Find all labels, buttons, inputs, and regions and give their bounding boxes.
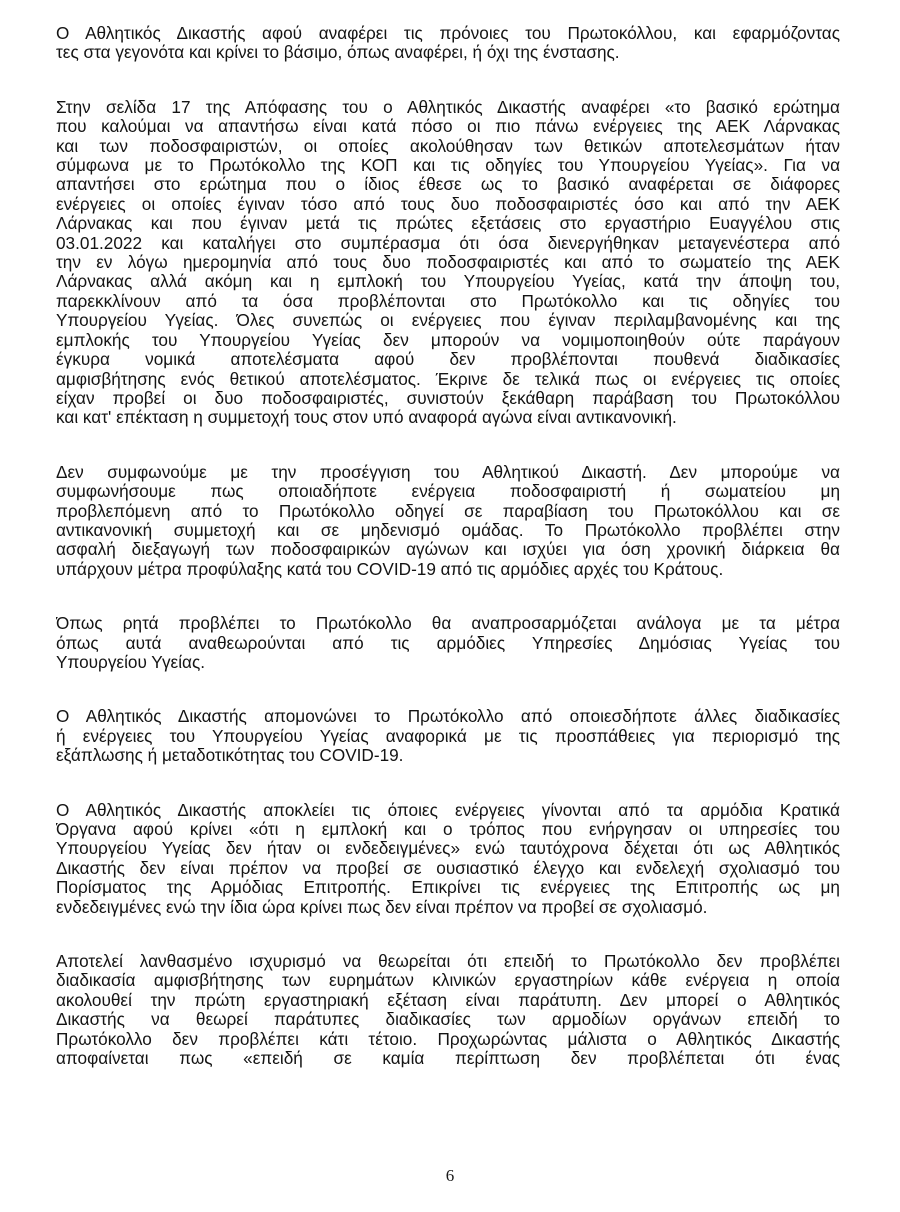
text-line: την εν λόγω ημερομηνία από τους δυο ποδοσφαιριστές και από το σωματείο της ΑΕΚ <box>56 253 840 273</box>
text-line: Ο Αθλητικός Δικαστής απομονώνει το Πρωτόκολλο από οποιεσδήποτε άλλες διαδικασίες <box>56 707 840 727</box>
text-line: απαντήσει στο ερώτημα που ο ίδιος έθεσε ως το βασικό αναφέρεται σε διάφορες <box>56 175 840 195</box>
text-line: Ο Αθλητικός Δικαστής αφού αναφέρει τις πρόνοιες του Πρωτοκόλλου, και εφαρμόζοντας <box>56 24 840 43</box>
text-line: και κατ' επέκταση η συμμετοχή τους στον υπό αναφορά αγώνα είναι αντικανονική. <box>56 408 677 428</box>
text-line: αμφισβήτησης ενός θετικού αποτελέσματος. Έκρινε δε τελικά πως οι ενέργειες τις οποίες <box>56 369 840 389</box>
text-line: Όπως ρητά προβλέπει το Πρωτόκολλο θα αναπροσαρμόζεται ανάλογα με τα μέτρα <box>56 614 840 634</box>
text-line: Πορίσματος της Αρμόδιας Επιτροπής. Επικρίνει τις ενέργειες της Επιτροπής ως μη <box>56 878 840 898</box>
text-line: Αποτελεί λανθασμένο ισχυρισμό να θεωρείται ότι επειδή το Πρωτόκολλο δεν προβλέπει <box>56 952 840 972</box>
text-line: παρεκκλίνουν από τα όσα προβλέπονται στο Πρωτόκολλο και τις οδηγίες του <box>56 291 840 311</box>
text-line: ενέργειες οι οποίες έγιναν τόσο από τους δυο ποδοσφαιριστές όσο και από την ΑΕΚ <box>56 194 840 214</box>
text-line: Δικαστής να θεωρεί παράτυπες διαδικασίες των αρμοδίων οργάνων επειδή το <box>56 1010 840 1030</box>
document-body <box>56 24 840 1103</box>
text-line: Πρωτόκολλο δεν προβλέπει κάτι τέτοιο. Προχωρώντας μάλιστα ο Αθλητικός Δικαστής <box>56 1029 840 1049</box>
text-line: Όργανα αφού κρίνει «ότι η εμπλοκή και ο τρόπος που ενήργησαν οι υπηρεσίες του <box>56 820 840 839</box>
text-line: έγκυρα νομικά αποτελέσματα αφού δεν προβλέπονται πουθενά διαδικασίες <box>56 350 840 370</box>
text-line: ασφαλή διεξαγωγή των ποδοσφαιρικών αγώνων και ισχύει για όση χρονική διάρκεια θα <box>56 540 840 560</box>
paragraph <box>56 98 840 428</box>
text-line: και των ποδοσφαιριστών, οι οποίες ακολούθησαν των θετικών αποτελεσμάτων ήταν <box>56 136 840 156</box>
text-line: που καλούμαι να απαντήσω είναι κατά πόσο οι πιο πάνω ενέργειες της ΑΕΚ Λάρνακας <box>56 117 840 137</box>
text-line: διαδικασία αμφισβήτησης των ευρημάτων κλινικών εργαστηρίων κάθε ενέργεια η οποία <box>56 971 840 991</box>
text-line: εξάπλωσης ή μεταδοτικότητας του COVID-19. <box>56 746 404 766</box>
text-line: ακολουθεί την πρώτη εργαστηριακή εξέταση είναι παράτυπη. Δεν μπορεί ο Αθλητικός <box>56 990 840 1010</box>
paragraph <box>56 463 840 579</box>
text-line: Υπουργείου Υγείας. Όλες συνεπώς οι ενέργειες που έγιναν περιλαμβανομένης και της <box>56 311 840 331</box>
text-line: ή ενέργειες του Υπουργείου Υγείας αναφορικά με τις προσπάθειες για περιορισμό της <box>56 726 840 746</box>
text-line: Στην σελίδα 17 της Απόφασης του ο Αθλητικός Δικαστής αναφέρει «το βασικό ερώτημα <box>56 97 840 117</box>
text-line: Υπουργείου Υγείας δεν ήταν οι ενδεδειγμένες» ενώ ταυτόχρονα δέχεται ότι ως Αθλητικός <box>56 839 840 859</box>
text-line: Λάρνακας αλλά ακόμη και η εμπλοκή του Υπουργείου Υγείας, κατά την άποψη του, <box>56 272 840 292</box>
text-line: ενδεδειγμένες ενώ την ίδια ώρα κρίνει πως δεν είναι πρέπον να προβεί σε σχολιασμό. <box>56 897 708 917</box>
text-line: τες στα γεγονότα και κρίνει το βάσιμο, όπως αναφέρει, ή όχι της ένστασης. <box>56 43 620 63</box>
text-line: συμφωνήσουμε πως οποιαδήποτε ενέργεια ποδοσφαιριστή ή σωματείου μη <box>56 482 840 502</box>
paragraph <box>56 952 840 1068</box>
paragraph <box>56 707 840 765</box>
text-line: Δεν συμφωνούμε με την προσέγγιση του Αθλητικού Δικαστή. Δεν μπορούμε να <box>56 462 840 482</box>
text-line: είχαν προβεί οι δυο ποδοσφαιριστές, συνιστούν ξεκάθαρη παράβαση του Πρωτοκόλλου <box>56 388 840 408</box>
text-line: Λάρνακας και που έγιναν μετά τις πρώτες εξετάσεις στο εργαστήριο Ευαγγέλου στις <box>56 214 840 234</box>
text-line: αποφαίνεται πως «επειδή σε καμία περίπτωση δεν προβλέπεται ότι ένας <box>56 1049 840 1069</box>
text-line: Ο Αθλητικός Δικαστής αποκλείει τις όποιες ενέργειες γίνονται από τα αρμόδια Κρατικά <box>56 800 840 820</box>
paragraph <box>56 614 840 672</box>
text-line: υπάρχουν μέτρα προφύλαξης κατά του COVID-19 από τις αρμόδιες αρχές του Κράτους. <box>56 559 724 579</box>
text-line: εμπλοκής του Υπουργείου Υγείας δεν μπορούν να νομιμοποιηθούν ούτε παράγουν <box>56 330 840 350</box>
text-line: προβλεπόμενη από το Πρωτόκολλο οδηγεί σε παραβίαση του Πρωτοκόλλου και σε <box>56 501 840 521</box>
page-number: 6 <box>445 1166 455 1185</box>
text-line: αντικανονική συμμετοχή και σε μηδενισμό ομάδας. Το Πρωτόκολλο προβλέπει στην <box>56 520 840 540</box>
text-line: 03.01.2022 και καταλήγει στο συμπέρασμα ότι όσα διενεργήθηκαν μεταγενέστερα από <box>56 233 840 253</box>
paragraph <box>56 24 840 63</box>
text-line: Δικαστής δεν είναι πρέπον να προβεί σε ουσιαστικό έλεγχο και ενδελεχή σχολιασμό του <box>56 858 840 878</box>
text-line: Υπουργείου Υγείας. <box>56 652 206 672</box>
paragraph <box>56 801 840 917</box>
text-line: όπως αυτά αναθεωρούνται από τις αρμόδιες Υπηρεσίες Δημόσιας Υγείας του <box>56 633 840 653</box>
text-line: σύμφωνα με το Πρωτόκολλο της ΚΟΠ και τις οδηγίες του Υπουργείου Υγείας». Για να <box>56 156 840 176</box>
